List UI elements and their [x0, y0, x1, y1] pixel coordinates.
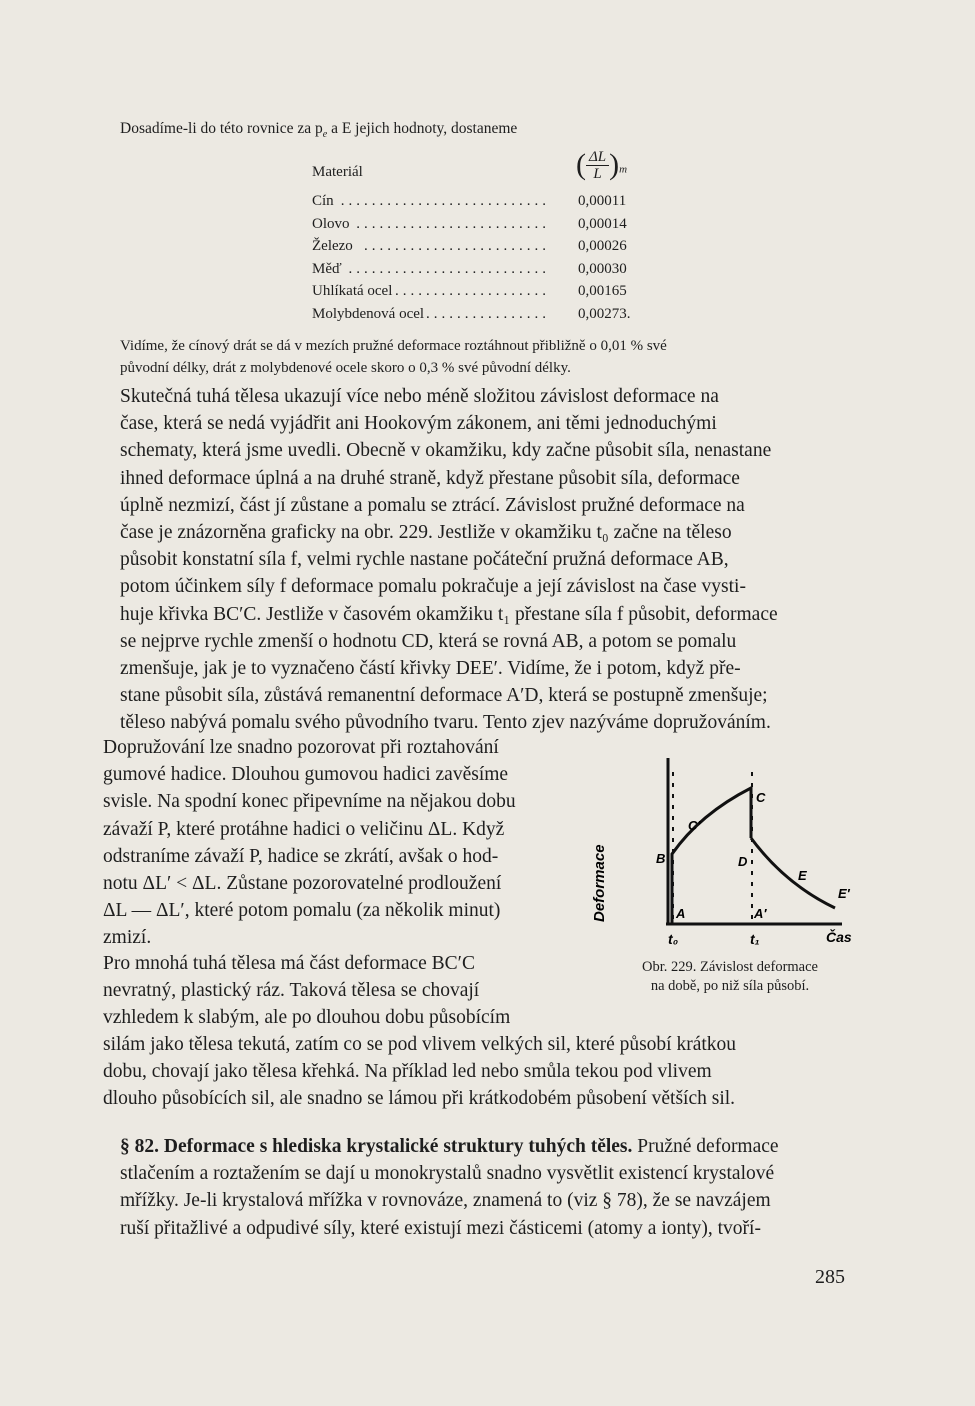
text-line: závaží P, které protáhne hadici o veličinu ΔL. Když	[103, 818, 505, 840]
material-name: Olovo	[312, 215, 350, 232]
table-row	[312, 283, 648, 305]
paragraph-3-narrow	[103, 950, 510, 1032]
text-line: Pro mnohá tuhá tělesa má část deformace BC′C	[103, 953, 475, 974]
small-paragraph	[120, 335, 667, 379]
paragraph-1	[120, 383, 778, 737]
section-line: ruší přitažlivé a odpudivé síly, které existují mezi částicemi (atomy a ionty), tvoří-	[120, 1217, 761, 1239]
leader-dots: ...........................	[340, 193, 550, 209]
text-line: ihned deformace úplná a na druhé straně, když přestane působit síla, deformace	[120, 467, 740, 489]
text-line: silám jako tělesa tekutá, zatím co se pod vlivem velkých sil, které působí krátkou	[103, 1034, 737, 1055]
text-line: stane působit síla, zůstává remanentní deformace A′D, která se postupně zmenšuje;	[120, 685, 768, 707]
text-line: potom účinkem síly f deformace pomalu pokračuje a její závislost na čase vysti-	[120, 576, 746, 598]
text-line: působit konstatní síla f, velmi rychle nastane počáteční pružná deformace AB,	[120, 549, 729, 571]
paragraph-3-wide	[103, 1031, 736, 1113]
material-name: Cín	[312, 193, 334, 209]
figure-229-graph	[590, 750, 860, 950]
deformation-value: 0,00014	[578, 215, 627, 232]
section-line: stlačením a roztažením se dají u monokrystalů snadno vysvětlit existencí krystalové	[120, 1163, 775, 1185]
section-line: mřížky. Je-li krystalová mřížka v rovnováze, znamená to (viz § 78), že se navzájem	[120, 1190, 771, 1212]
table-header-material: Materiál	[312, 164, 363, 180]
text-line: čase je znázorněna graficky na obr. 229. Jestliže v okamžiku t₀ začne na těleso	[120, 522, 732, 544]
text-line: odstraníme závaží P, hadice se zkrátí, avšak o hod-	[103, 845, 499, 867]
material-name: Uhlíkatá ocel	[312, 283, 393, 300]
text-line: nevratný, plastický ráz. Taková tělesa se chovají	[103, 980, 480, 1002]
caption-line: Obr. 229. Závislost deformace	[642, 959, 818, 975]
intro-line: Dosadíme-li do této rovnice za $p_e$ a E jejich hodnoty, dostaneme	[120, 120, 518, 141]
page-number: 285	[815, 1266, 845, 1288]
text-line: dlouho působících sil, ale snadno se lámou při krátkodobém působení větších sil.	[103, 1088, 736, 1110]
text-line: úplně nezmizí, část jí zůstane a pomalu se ztrácí. Závislost pružné deformace na	[120, 494, 745, 516]
leader-dots: ................	[426, 306, 550, 322]
label-e: E	[798, 868, 807, 883]
text-line: se nejprve rychle zmenší o hodnotu CD, která se rovná AB, a potom se pomalu	[120, 630, 737, 652]
text-line: Skutečná tuhá tělesa ukazují více nebo méně složitou závislost deformace na	[120, 386, 719, 407]
table-row	[312, 193, 648, 215]
table-row	[312, 216, 648, 238]
text-line: schematy, která jsme uvedli. Obecně v okamžiku, kdy začne působit síla, nenastane	[120, 440, 772, 462]
text-line: ΔL — ΔL′, které potom pomalu (za několik minut)	[103, 900, 501, 922]
curve-dee	[751, 838, 835, 908]
leader-dots: .........................	[356, 215, 550, 232]
text-line: notu ΔL′ < ΔL. Zůstane pozorovatelné prodloužení	[103, 873, 502, 895]
label-e-prime: E′	[838, 886, 850, 901]
text-line: těleso nabývá pomalu svého původního tvaru. Tento zjev nazýváme dopružováním.	[120, 712, 771, 734]
leader-dots: ....................	[395, 283, 550, 300]
leader-dots: ..........................	[348, 260, 550, 277]
deformation-value: 0,00026	[578, 238, 627, 255]
label-c: C	[756, 790, 766, 805]
label-c-prime: C′	[688, 818, 701, 833]
section-first-line: § 82. Deformace s hlediska krystalické struktury tuhých těles. Pružné deformace	[120, 1136, 779, 1157]
material-name: Molybdenová ocel	[312, 306, 425, 322]
section-title: § 82. Deformace s hlediska krystalické struktury tuhých těles.	[120, 1136, 633, 1157]
material-name: Měď	[312, 260, 342, 277]
label-b: B	[656, 851, 666, 866]
label-a-prime: A′	[754, 906, 767, 921]
text-line: gumové hadice. Dlouhou gumovou hadici zavěsíme	[103, 764, 509, 786]
text-line: vzhledem k slabým, ale po dlouhou dobu působícím	[103, 1007, 511, 1029]
label-t1: t₁	[750, 931, 760, 947]
text-line: čase, která se nedá vyjádřit ani Hookovým zákonem, ani těmi jednoduchými	[120, 413, 717, 435]
text-line: Dopružování lze snadno pozorovat při roztahování	[103, 737, 499, 758]
material-name: Železo	[312, 238, 353, 255]
y-axis-label: Deformace	[591, 844, 608, 922]
figure-caption	[605, 958, 855, 996]
table-row	[312, 306, 648, 328]
label-a: A	[676, 906, 686, 921]
text-line: huje křivka BC′C. Jestliže v časovém okamžiku t₁ přestane síla f působit, deformace	[120, 603, 778, 625]
table-header-formula: ( $\frac{\Delta L}{L}$ )$_m$	[576, 148, 628, 182]
table-row	[312, 238, 648, 260]
paragraph-2	[103, 734, 516, 952]
deformation-value: 0,00273.	[578, 306, 631, 322]
small-line: původní délky, drát z molybdenové ocele skoro o 0,3 % své původní délky.	[120, 360, 571, 376]
deformation-value: 0,00011	[578, 193, 627, 209]
label-t0: t₀	[668, 931, 679, 947]
deformation-value: 0,00030	[578, 260, 627, 277]
text-line: zmizí.	[103, 927, 152, 949]
text-line: dobu, chovají jako tělesa křehká. Na příklad led nebo smůla tekou pod vlivem	[103, 1061, 712, 1083]
caption-line: na době, po niž síla působí.	[650, 978, 810, 994]
small-line: Vidíme, že cínový drát se dá v mezích pružné deformace roztáhnout přibližně o 0,01 % své	[120, 338, 667, 354]
text-line: zmenšuje, jak je to vyznačeno částí křivky DEE′. Vidíme, že i potom, když pře-	[120, 658, 741, 680]
label-d: D	[738, 854, 748, 869]
deformation-value: 0,00165	[578, 283, 627, 300]
leader-dots: ........................	[364, 238, 550, 255]
x-axis-label: Čas	[826, 929, 852, 945]
table-row	[312, 261, 648, 283]
section-82	[120, 1133, 779, 1242]
text-line: svisle. Na spodní konec připevníme na nějakou dobu	[103, 791, 516, 813]
